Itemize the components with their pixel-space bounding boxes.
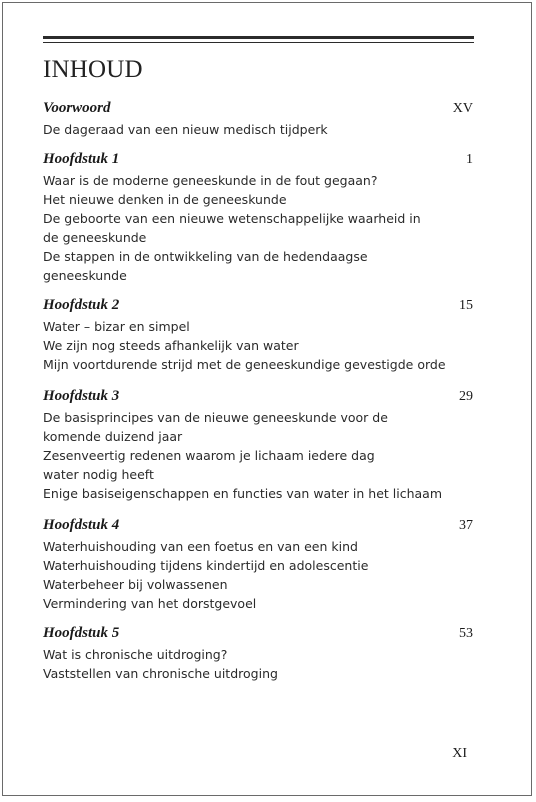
- toc-section: [43, 388, 473, 503]
- toc-section: [43, 625, 473, 683]
- toc-section: [43, 297, 473, 374]
- toc-entry: Water – bizar en simpel: [43, 319, 190, 334]
- toc-entry: Het nieuwe denken in de geneeskunde: [43, 192, 287, 207]
- toc-chapter-title: Hoofdstuk 4: [43, 517, 120, 533]
- toc-entry: Enige basiseigenschappen en functies van water in het lichaam: [43, 486, 443, 501]
- toc-entry: De stappen in de ontwikkeling van de hedendaagse: [43, 249, 368, 264]
- page-number: XI: [452, 746, 467, 761]
- toc-entry: komende duizend jaar: [43, 429, 183, 444]
- toc-chapter-page-number: 1: [466, 152, 473, 167]
- toc-entry: Mijn voortdurende strijd met de geneeskundige gevestigde orde: [43, 357, 446, 372]
- toc-entry: De geboorte van een nieuwe wetenschappelijke waarheid in: [43, 211, 421, 226]
- toc-chapter-page-number: 37: [459, 518, 473, 533]
- toc-chapter-title: Hoofdstuk 5: [43, 625, 120, 641]
- toc-section: [43, 151, 473, 285]
- toc-entry: Vermindering van het dorstgevoel: [43, 596, 257, 611]
- toc-chapter-page-number: XV: [452, 101, 473, 116]
- toc-section: [43, 517, 473, 613]
- header-rule-thick: [43, 36, 474, 39]
- toc-entry: De basisprincipes van de nieuwe geneeskunde voor de: [43, 410, 388, 425]
- toc-entry: Waterbeheer bij volwassenen: [43, 577, 228, 592]
- toc-section-heading-row: [43, 151, 473, 171]
- toc-entry: water nodig heeft: [43, 467, 154, 482]
- header-rule-thin: [43, 42, 474, 43]
- toc-entry: Vaststellen van chronische uitdroging: [43, 666, 278, 681]
- toc-section-heading-row: [43, 100, 473, 120]
- toc-entry: de geneeskunde: [43, 230, 147, 245]
- toc-entry: Zesenveertig redenen waarom je lichaam iedere dag: [43, 448, 375, 463]
- toc-entry: Wat is chronische uitdroging?: [43, 647, 228, 662]
- toc-section-heading-row: [43, 625, 473, 645]
- toc-entry: Waterhuishouding tijdens kindertijd en adolescentie: [43, 558, 369, 573]
- toc-entry: Waterhuishouding van een foetus en van een kind: [43, 539, 358, 554]
- toc-section: [43, 100, 473, 139]
- toc-section-heading-row: [43, 517, 473, 537]
- toc-entry: Waar is de moderne geneeskunde in de fout gegaan?: [43, 173, 378, 188]
- book-page: [2, 2, 532, 796]
- toc-chapter-page-number: 53: [459, 626, 473, 641]
- toc-chapter-title: Hoofdstuk 1: [43, 151, 120, 167]
- toc-section-heading-row: [43, 388, 473, 408]
- toc-chapter-title: Hoofdstuk 3: [43, 388, 120, 404]
- toc-entry: geneeskunde: [43, 268, 127, 283]
- toc-section-heading-row: [43, 297, 473, 317]
- toc-chapter-title: Voorwoord: [43, 100, 111, 116]
- toc-chapter-page-number: 29: [459, 389, 473, 404]
- page-title: INHOUD: [43, 56, 143, 83]
- table-of-contents: [43, 100, 473, 695]
- toc-entry: We zijn nog steeds afhankelijk van water: [43, 338, 299, 353]
- toc-chapter-title: Hoofdstuk 2: [43, 297, 120, 313]
- toc-entry: De dageraad van een nieuw medisch tijdperk: [43, 122, 328, 137]
- toc-chapter-page-number: 15: [459, 298, 473, 313]
